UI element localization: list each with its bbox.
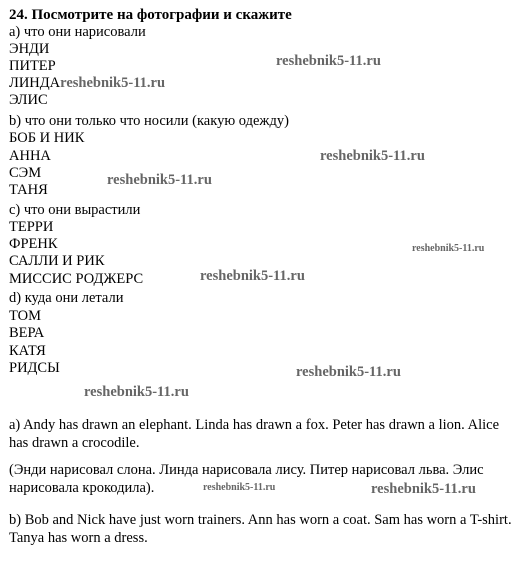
name-mrs-rogers: МИССИС РОДЖЕРС [9, 271, 144, 287]
name-terry: ТЕРРИ [9, 219, 54, 235]
watermark: reshebnik5-11.ru [276, 53, 381, 69]
name-sally-rick: САЛЛИ И РИК [9, 253, 105, 269]
name-anna: АННА [9, 148, 51, 164]
name-tom: ТОМ [9, 308, 42, 324]
answer-a-russian-line1: (Энди нарисовал слона. Линда нарисовала лису. Питер нарисовал льва. Элис [9, 462, 484, 478]
question-a: a) что они нарисовали [9, 24, 146, 40]
name-sam: СЭМ [9, 165, 42, 181]
question-d: d) куда они летали [9, 290, 124, 306]
name-katya: КАТЯ [9, 343, 46, 359]
question-c: c) что они вырастили [9, 202, 141, 218]
name-bob-nick: БОБ И НИК [9, 130, 85, 146]
name-vera: ВЕРА [9, 325, 45, 341]
question-b: b) что они только что носили (какую одежду) [9, 113, 289, 129]
name-linda: ЛИНДА [9, 75, 61, 91]
watermark: reshebnik5-11.ru [200, 268, 305, 284]
watermark: reshebnik5-11.ru [84, 384, 189, 400]
watermark: reshebnik5-11.ru [320, 148, 425, 164]
name-andy: ЭНДИ [9, 41, 50, 57]
watermark: reshebnik5-11.ru [296, 364, 401, 380]
watermark-inline: reshebnik5-11.ru [60, 75, 166, 91]
watermark-small: reshebnik5-11.ru [412, 243, 485, 254]
name-tanya: ТАНЯ [9, 182, 48, 198]
exercise-title: 24. Посмотрите на фотографии и скажите [9, 7, 292, 23]
name-frank: ФРЕНК [9, 236, 58, 252]
name-reeds: РИДСЫ [9, 360, 60, 376]
answer-b-english: b) Bob and Nick have just worn trainers. Ann has worn a coat. Sam has worn a T-shirt. Tanya has worn a dress. [9, 512, 512, 546]
answer-a-russian-line2: нарисовала крокодила). [9, 480, 155, 496]
answer-a-english: a) Andy has drawn an elephant. Linda has drawn a fox. Peter has drawn a lion. Alice has drawn a crocodile. [9, 417, 500, 451]
name-alice: ЭЛИС [9, 92, 48, 108]
name-linda-line [9, 75, 165, 92]
watermark-small: reshebnik5-11.ru [203, 482, 276, 493]
watermark: reshebnik5-11.ru [371, 481, 476, 497]
name-peter: ПИТЕР [9, 58, 56, 74]
watermark: reshebnik5-11.ru [107, 172, 212, 188]
